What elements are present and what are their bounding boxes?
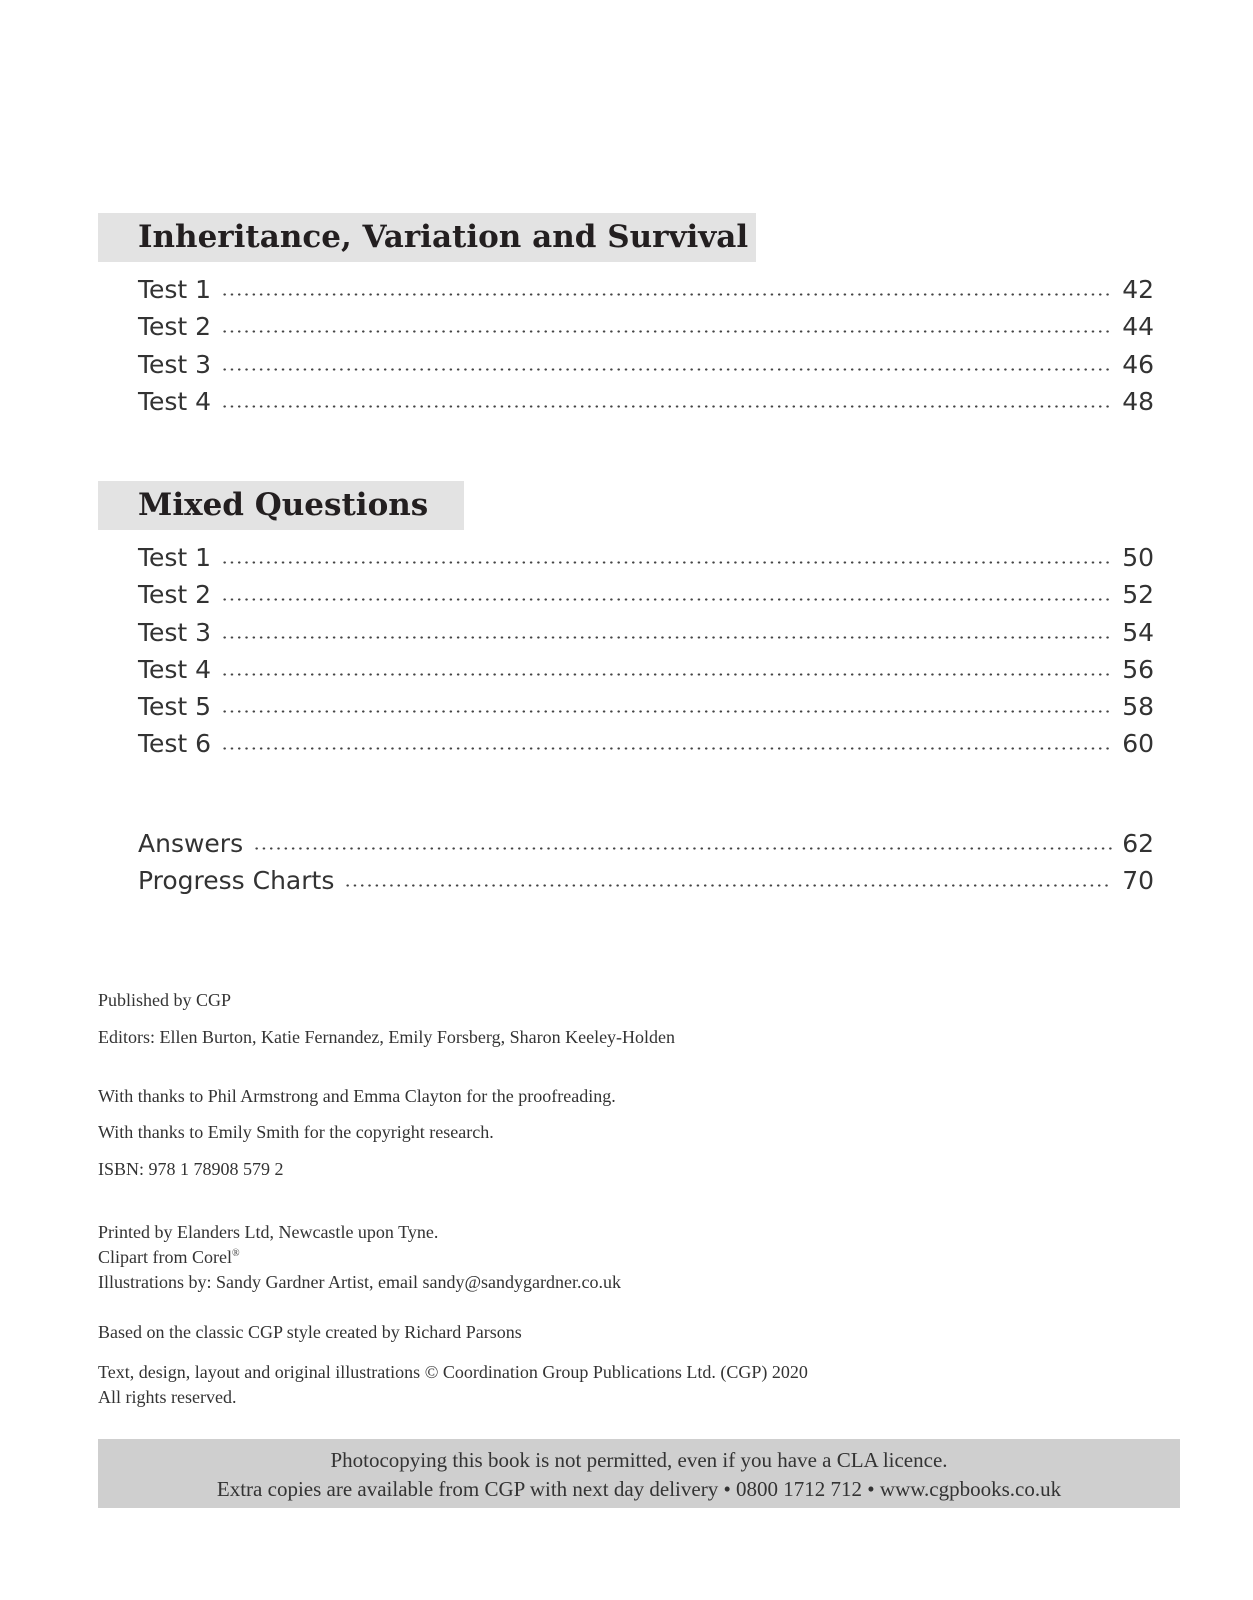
dot-leader [221, 636, 1112, 639]
dot-leader [221, 598, 1112, 601]
toc-entry-page: 58 [1122, 692, 1154, 722]
clipart-text: Clipart from Corel [98, 1247, 232, 1267]
imprint-thanks-proofreading [98, 1084, 616, 1109]
dot-leader [221, 747, 1112, 750]
toc-entry[interactable] [138, 580, 1154, 617]
section-header-inheritance: Inheritance, Variation and Survival [98, 213, 756, 262]
notice-line-2: Extra copies are available from CGP with next day delivery • 0800 1712 712 • www.cgpbooks.co.uk [216, 1477, 1062, 1501]
toc-entry-label: Test 2 [138, 580, 212, 610]
toc-entry-progress-charts[interactable] [138, 866, 1154, 903]
toc-entry-page: 60 [1122, 729, 1154, 759]
toc-entry-label: Test 1 [138, 275, 212, 304]
toc-entry[interactable] [138, 275, 1154, 312]
imprint-published-by [98, 988, 231, 1013]
toc-entry-label: Test 2 [138, 312, 212, 342]
toc-entry-label: Answers [138, 829, 244, 858]
based-on-text: Based on the classic CGP style created by Richard Parsons [98, 1322, 522, 1342]
editors-text: Editors: Ellen Burton, Katie Fernandez, Emily Forsberg, Sharon Keeley-Holden [98, 1027, 676, 1047]
printed-by-text: Printed by Elanders Ltd, Newcastle upon Tyne. [98, 1222, 439, 1242]
copyright-text: Text, design, layout and original illustrations © Coordination Group Publications Ltd. (CGP) 2020 [98, 1362, 808, 1382]
toc-entry[interactable] [138, 692, 1154, 729]
dot-leader [221, 293, 1112, 296]
dot-leader [221, 673, 1112, 676]
thanks-proofreading-text: With thanks to Phil Armstrong and Emma Clayton for the proofreading. [98, 1086, 616, 1106]
published-by-text: Published by CGP [98, 990, 232, 1010]
dot-leader [221, 405, 1112, 408]
toc-entry-label: Test 1 [138, 543, 212, 572]
toc-entry-page: 56 [1122, 654, 1154, 684]
dot-leader [344, 884, 1112, 887]
toc-list-mixed-questions [138, 543, 1154, 767]
toc-entry-page: 46 [1122, 349, 1154, 379]
registered-mark: ® [231, 1248, 240, 1259]
toc-entry[interactable] [138, 618, 1154, 655]
toc-list-inheritance [138, 275, 1154, 424]
toc-entry-page: 44 [1122, 312, 1154, 342]
dot-leader [221, 561, 1112, 564]
dot-leader [221, 368, 1112, 371]
toc-entry-label: Test 4 [138, 386, 212, 416]
dot-leader [221, 710, 1112, 713]
imprint-isbn [98, 1157, 284, 1182]
toc-entry-answers[interactable] [138, 829, 1154, 866]
toc-entry-page: 48 [1122, 386, 1154, 416]
toc-entry-label: Test 6 [138, 729, 212, 759]
toc-entry-label: Test 4 [138, 654, 212, 684]
illustrations-text: Illustrations by: Sandy Gardner Artist, email sandy@sandygardner.co.uk [98, 1272, 621, 1292]
toc-entry-page: 54 [1122, 617, 1154, 647]
toc-entry[interactable] [138, 350, 1154, 387]
photocopying-notice [98, 1439, 1180, 1508]
toc-entry-page: 52 [1122, 580, 1154, 610]
imprint-based-on [98, 1320, 522, 1345]
section-header-mixed-questions: Mixed Questions [98, 481, 464, 530]
toc-entry[interactable] [138, 387, 1154, 424]
imprint-print-credits [98, 1220, 621, 1295]
imprint-editors [98, 1025, 675, 1050]
toc-entry-page: 70 [1122, 866, 1154, 896]
clipart-line [98, 1245, 621, 1270]
toc-entry-label: Test 3 [138, 349, 212, 379]
toc-list-extras [138, 829, 1154, 904]
toc-entry[interactable] [138, 729, 1154, 766]
dot-leader [221, 330, 1112, 333]
isbn-text: ISBN: 978 1 78908 579 2 [98, 1159, 284, 1179]
toc-entry-label: Test 3 [138, 617, 212, 647]
notice-line-1: Photocopying this book is not permitted, even if you have a CLA licence. [330, 1448, 948, 1472]
toc-entry[interactable] [138, 543, 1154, 580]
imprint-copyright [98, 1360, 808, 1410]
toc-entry-page: 62 [1122, 829, 1154, 858]
toc-entry-label: Test 5 [138, 692, 212, 722]
toc-entry-page: 50 [1122, 543, 1154, 572]
toc-entry[interactable] [138, 312, 1154, 349]
thanks-copyright-text: With thanks to Emily Smith for the copyright research. [98, 1122, 494, 1142]
toc-entry-page: 42 [1122, 275, 1154, 304]
dot-leader [253, 847, 1112, 850]
imprint-thanks-copyright [98, 1120, 494, 1145]
toc-entry[interactable] [138, 655, 1154, 692]
rights-text: All rights reserved. [98, 1387, 237, 1407]
toc-entry-label: Progress Charts [138, 866, 335, 896]
